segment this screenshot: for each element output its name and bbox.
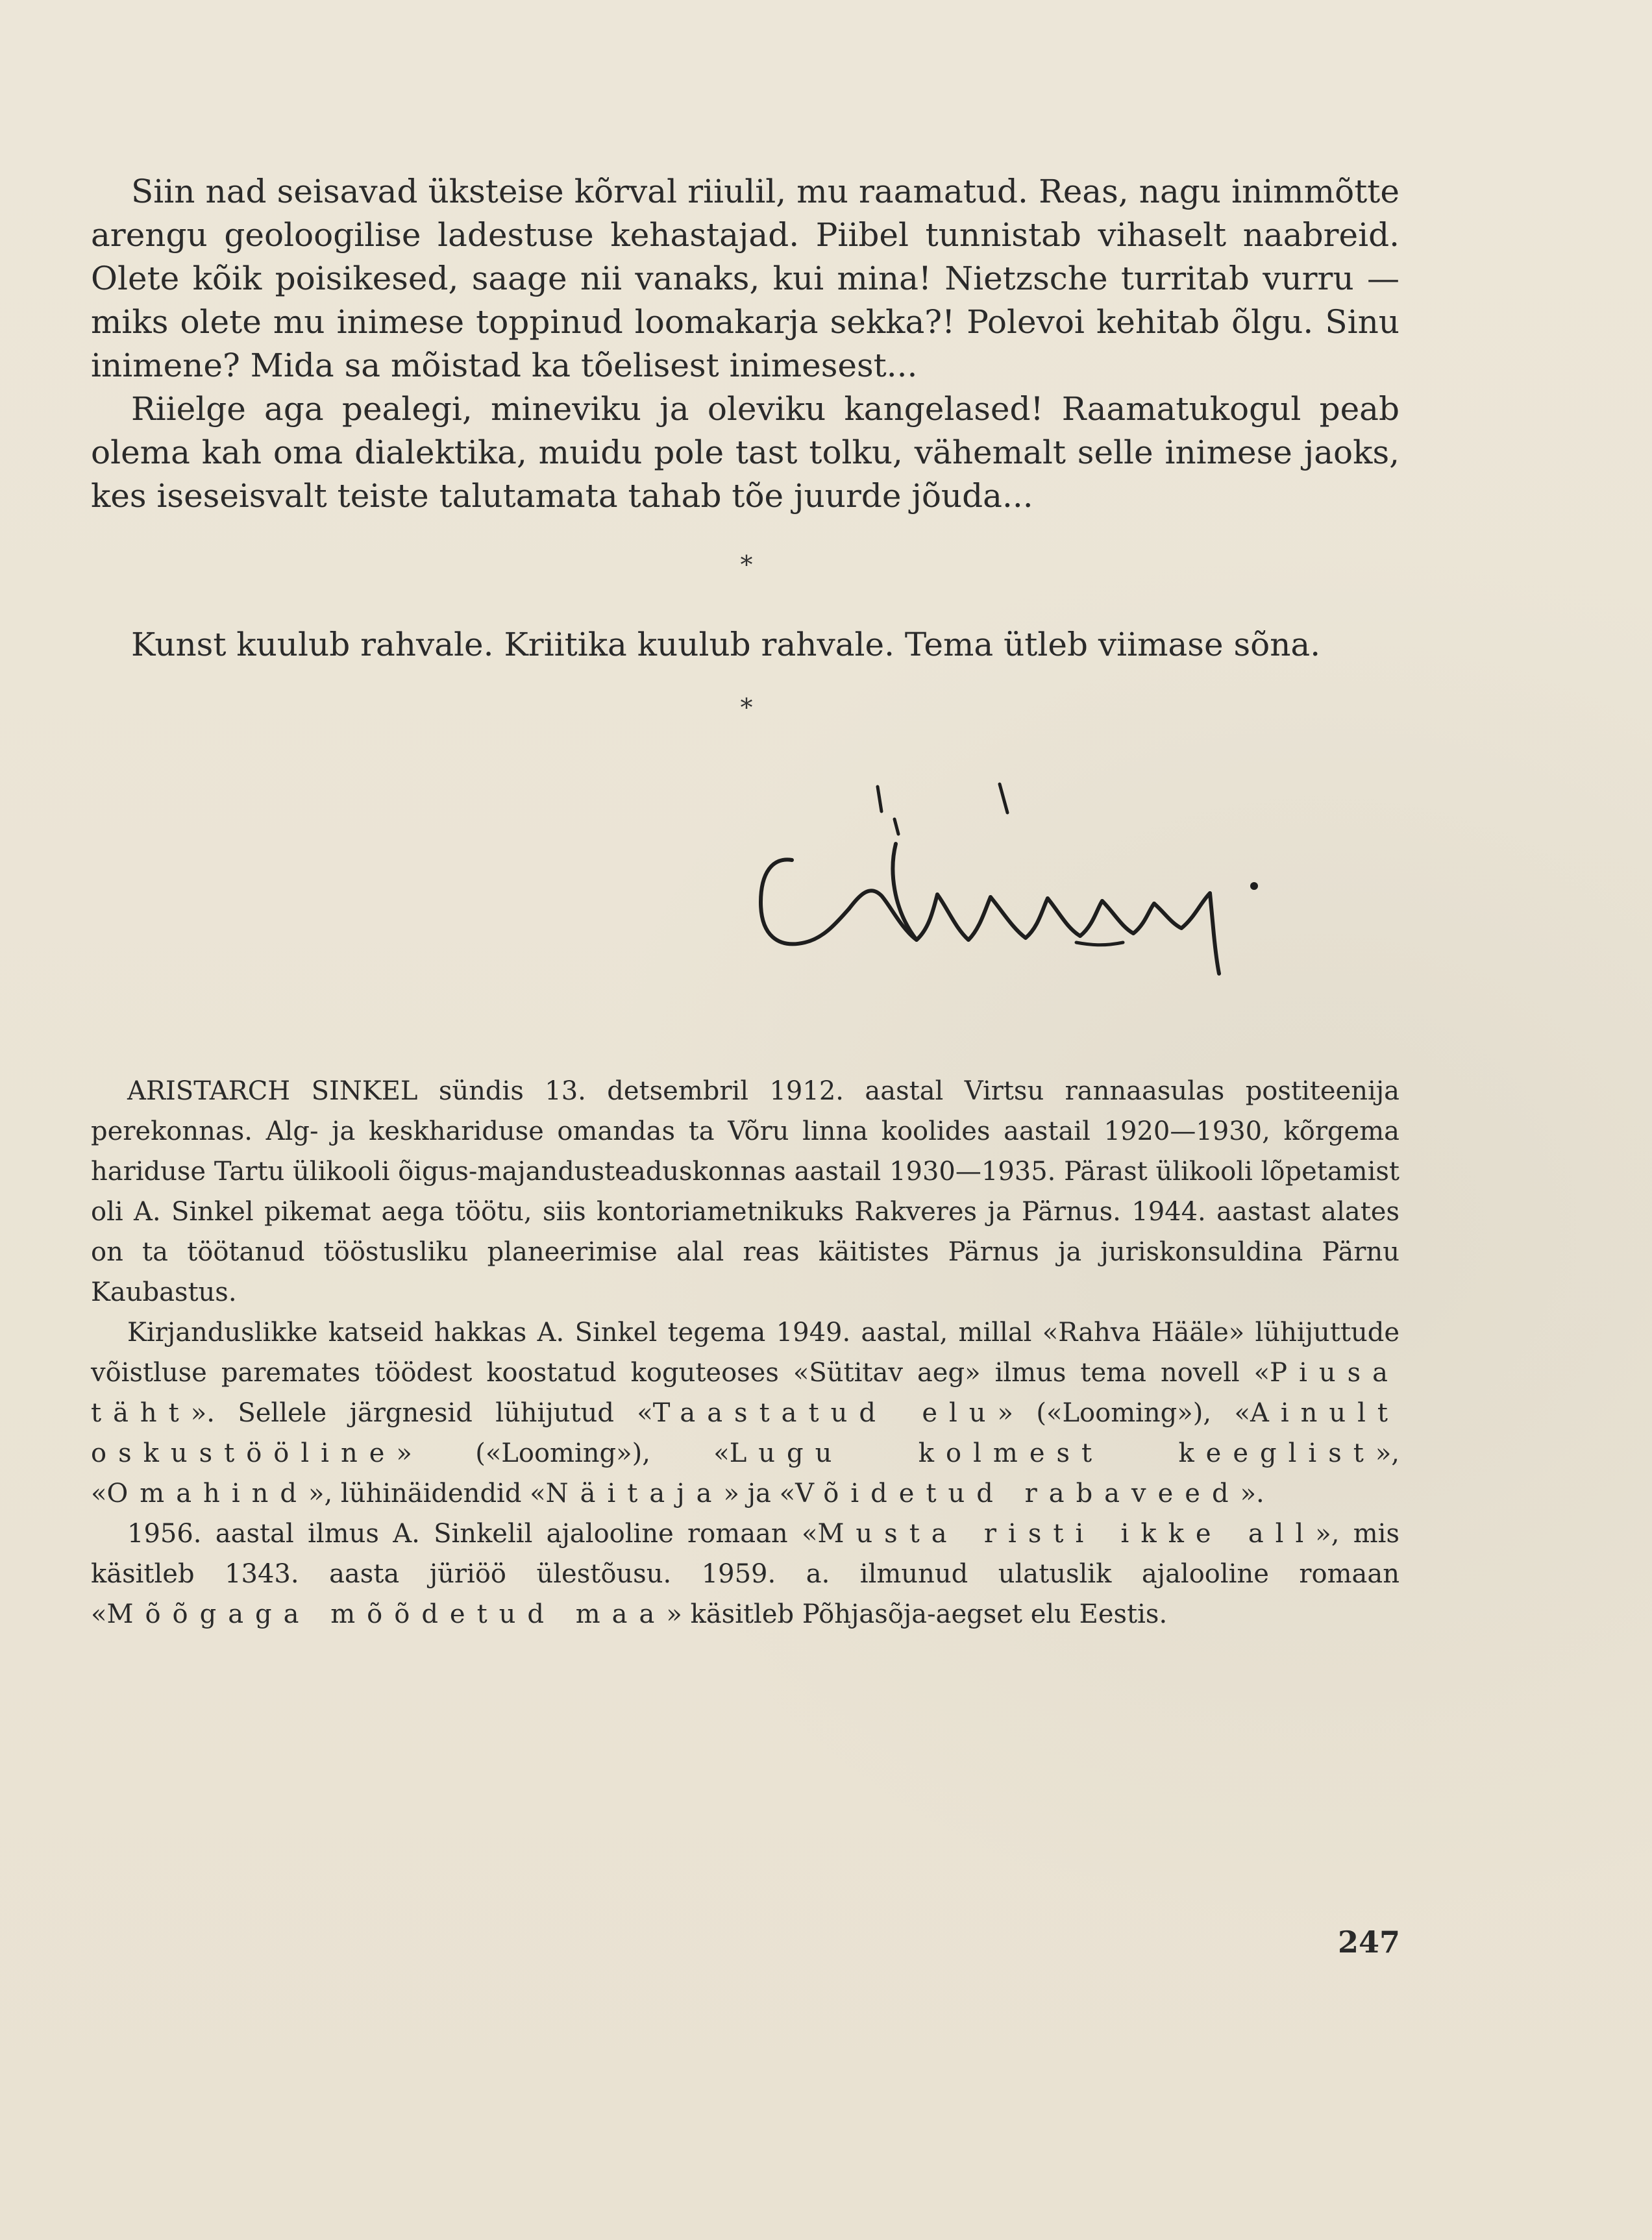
work-title: Musta risti ikke all (817, 1519, 1316, 1549)
essay-text (91, 170, 1399, 518)
work-title: Omahind (106, 1479, 308, 1508)
closing-text (91, 623, 1399, 667)
work-title: Taastatud elu (652, 1398, 998, 1428)
work-title: Näitaja (545, 1479, 724, 1508)
section-separator-2: * (740, 693, 753, 722)
section-separator-1: * (740, 550, 753, 579)
signature-image (675, 714, 1402, 1077)
essay-paragraph-1: Siin nad seisavad üksteise kõrval riiulil, mu raamatud. Reas, nagu inimmõtte arengu geoloogilise ladestuse kehastajad. Piibel tunnistab vihaselt naabreid. Olete kõik poisikesed, saage nii vanaks, kui mina! Nietzsche turritab vurru — miks olete mu inimese toppinud loomakarja sekka?! Polevoi kehitab õlgu. Sinu inimene? Mida sa mõistad ka tõelisest inimesest... (91, 173, 1399, 384)
page-number: 247 (1337, 1925, 1400, 1960)
bio-paragraph-1: ARISTARCH SINKEL sündis 13. detsembril 1912. aastal Virtsu rannaasulas postiteenija perekonnas. Alg- ja keskhariduse omandas ta Võru linna koolides aastail 1920—1930, kõrgema hariduse Tartu ülikooli õigus-majandusteaduskonnas aastail 1930—1935. Pärast ülikooli lõpetamist oli A. Sinkel pikemat aega töötu, siis kontoriametnikuks Rakveres ja Pärnus. 1944. aastast alates on ta töötanud tööstusliku planeerimise alal reas käitistes Pärnus ja juriskonsuldina Pärnu Kaubastus. (91, 1076, 1399, 1307)
essay-paragraph-2: Riielge aga pealegi, mineviku ja oleviku kangelased! Raamatukogul peab olema kah oma dialektika, muidu pole tast tolku, vähemalt selle inimese jaoks, kes iseseisvalt teiste talutamata tahab tõe juurde jõuda... (91, 390, 1399, 515)
author-signature (675, 714, 1402, 1077)
work-title: Võidetud rabaveed (795, 1479, 1240, 1508)
author-biography (91, 1071, 1399, 1634)
essay-paragraph-3: Kunst kuulub rahvale. Kriitika kuulub rahvale. Tema ütleb viimase sõna. (131, 626, 1321, 663)
work-title: Ainult oskustööline (91, 1398, 1400, 1468)
bio-paragraph-2: Kirjanduslikke katseid hakkas A. Sinkel tegema 1949. aastal, millal «Rahva Hääle» lühijuttude võistluse paremates töödest koostatud koguteoses «Sütitav aeg» ilmus tema novell «Piusa täht». Sellele järgnesid lühijutud «Taastatud elu» («Looming»), «Ainult oskustööline» («Looming»), «Lugu kolmest keeglist», «Omahind», lühinäidendid «Näitaja» ja «Võidetud rabaveed». (91, 1318, 1400, 1508)
work-title: Piusa täht (91, 1358, 1399, 1428)
work-title: Lugu kolmest keeglist (729, 1438, 1375, 1468)
work-title: Mõõgaga mõõdetud maa (106, 1599, 667, 1629)
bio-paragraph-3: 1956. aastal ilmus A. Sinkelil ajalooline romaan «Musta risti ikke all», mis käsitleb 1343. aasta jüriöö ülestõusu. 1959. a. ilmunud ulatuslik ajalooline romaan «Mõõgaga mõõdetud maa» käsitleb Põhjasõja-aegset elu Eestis. (91, 1519, 1400, 1629)
